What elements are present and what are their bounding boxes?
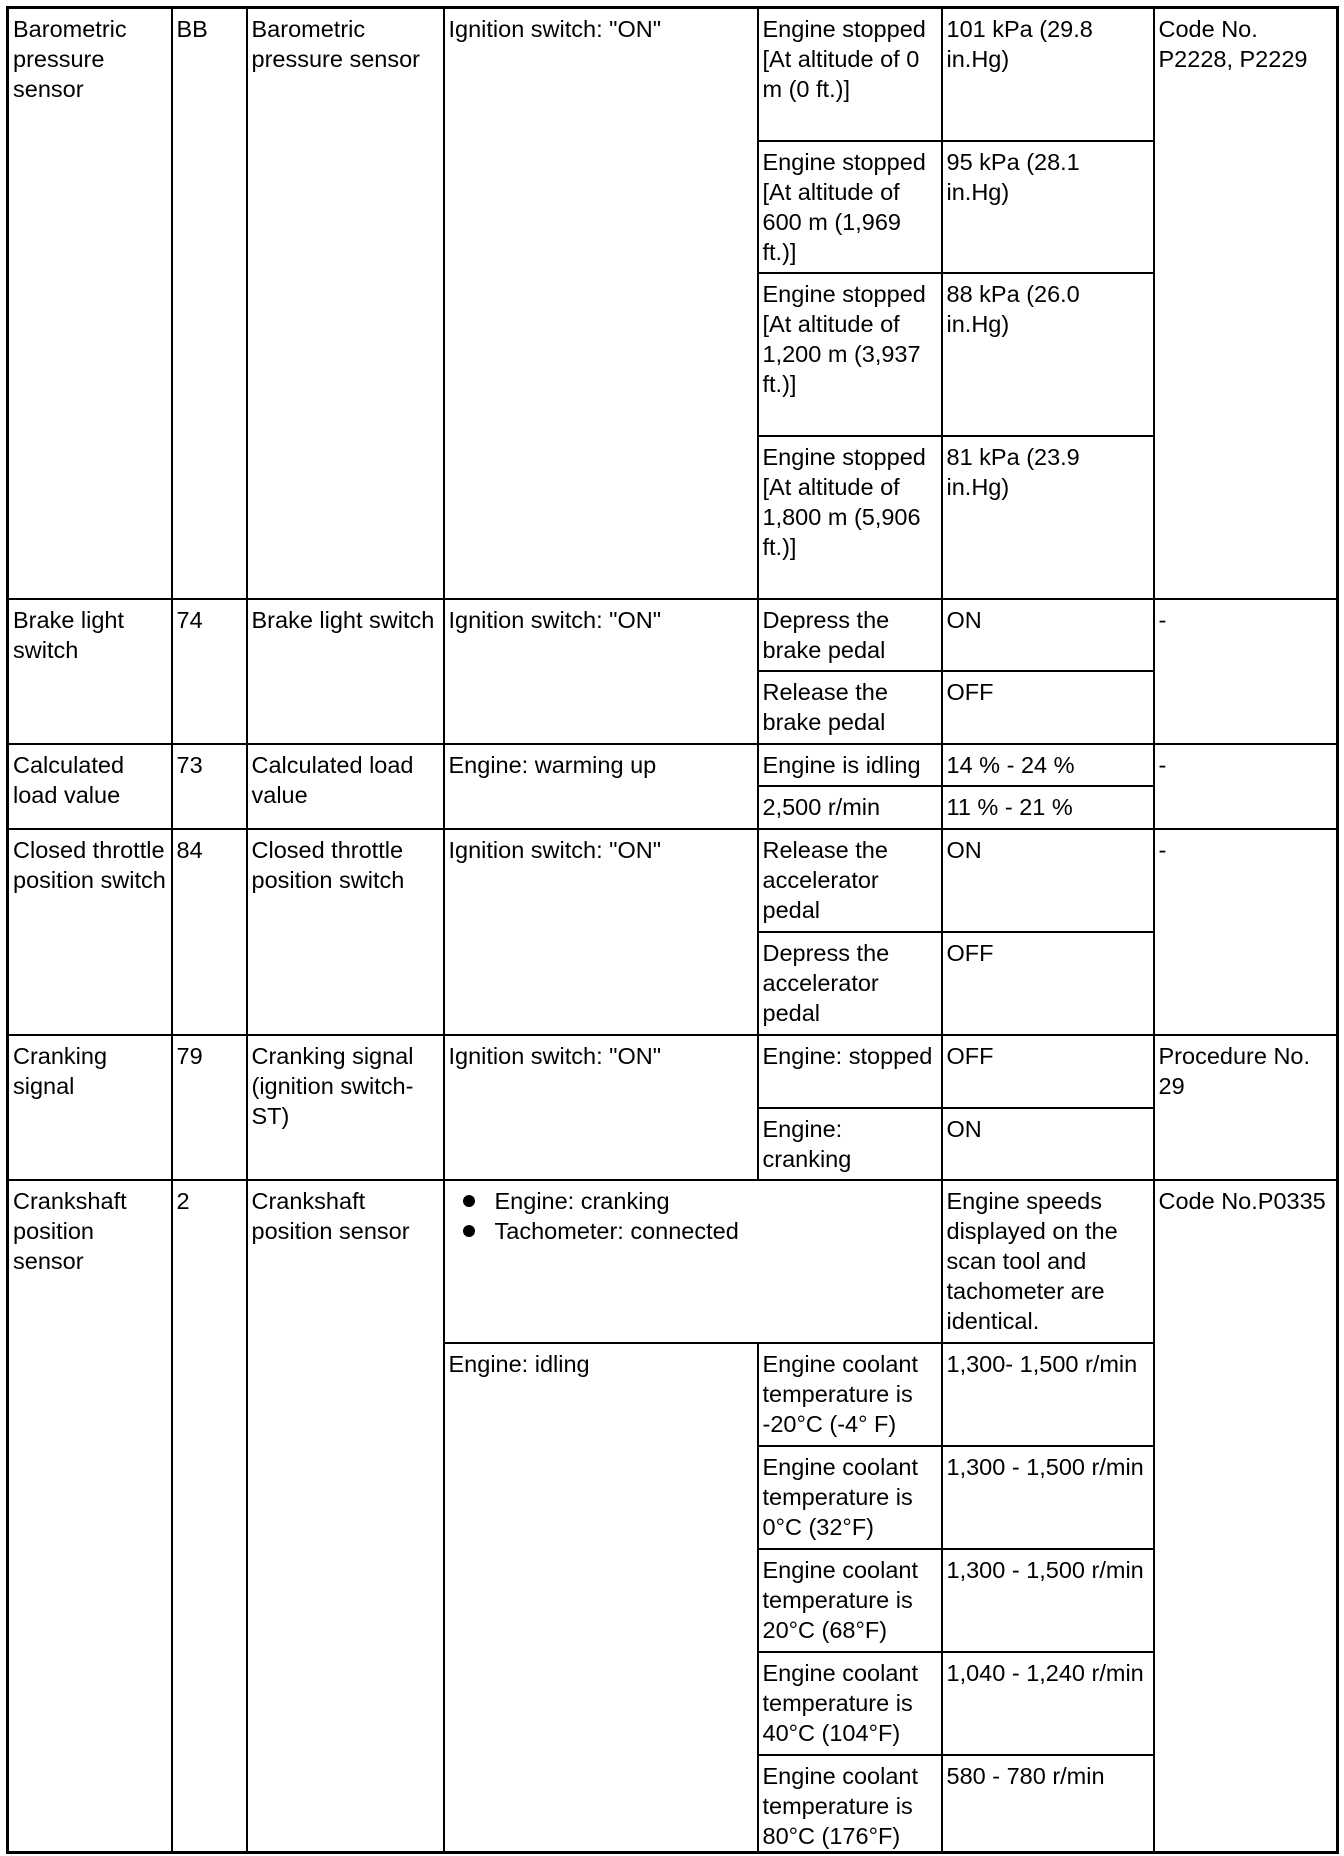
item-cell: Closed throttle position switch	[8, 829, 172, 1035]
value-cell: 81 kPa (23.9 in.Hg)	[942, 436, 1154, 599]
name-cell: Calculated load value	[247, 744, 444, 829]
value-cell: 1,040 - 1,240 r/min	[942, 1652, 1154, 1755]
value-cell: 580 - 780 r/min	[942, 1755, 1154, 1853]
reference-cell: Code No. P2228, P2229	[1154, 8, 1338, 599]
pin-cell: 74	[172, 599, 247, 744]
bullet-icon	[463, 1195, 475, 1207]
name-cell: Closed throttle position switch	[247, 829, 444, 1035]
table-row	[8, 744, 1338, 786]
state-cell: 2,500 r/min	[758, 786, 942, 829]
name-cell: Brake light switch	[247, 599, 444, 744]
item-cell: Cranking signal	[8, 1035, 172, 1180]
value-cell: 101 kPa (29.8 in.Hg)	[942, 8, 1154, 141]
condition-cell: Ignition switch: "ON"	[444, 8, 758, 599]
table-row	[8, 1035, 1338, 1108]
condition-cell: Engine: idling	[444, 1343, 758, 1853]
pin-cell: BB	[172, 8, 247, 599]
value-cell: 88 kPa (26.0 in.Hg)	[942, 273, 1154, 436]
value-cell: ON	[942, 829, 1154, 932]
table-row	[8, 8, 1338, 141]
value-cell: 1,300 - 1,500 r/min	[942, 1549, 1154, 1652]
value-cell: ON	[942, 599, 1154, 671]
item-cell: Barometric pressure sensor	[8, 8, 172, 599]
state-cell: Engine coolant temperature is 20°C (68°F)	[758, 1549, 942, 1652]
value-cell: OFF	[942, 671, 1154, 744]
condition-cell: Ignition switch: "ON"	[444, 829, 758, 1035]
table-row	[8, 1180, 1338, 1343]
value-cell: 11 % - 21 %	[942, 786, 1154, 829]
value-cell: 1,300 - 1,500 r/min	[942, 1446, 1154, 1549]
state-cell: Engine stopped [At altitude of 1,200 m (3,937 ft.)]	[758, 273, 942, 436]
state-cell: Engine: stopped	[758, 1035, 942, 1108]
item-cell: Brake light switch	[8, 599, 172, 744]
item-cell: Calculated load value	[8, 744, 172, 829]
state-cell: Depress the accelerator pedal	[758, 932, 942, 1035]
state-cell: Engine: cranking	[758, 1108, 942, 1180]
value-cell: 1,300- 1,500 r/min	[942, 1343, 1154, 1446]
reference-cell: Procedure No. 29	[1154, 1035, 1338, 1180]
state-cell: Release the accelerator pedal	[758, 829, 942, 932]
state-cell: Engine is idling	[758, 744, 942, 786]
table-row	[8, 599, 1338, 671]
value-cell: OFF	[942, 932, 1154, 1035]
pin-cell: 73	[172, 744, 247, 829]
table-row	[8, 829, 1338, 932]
reference-cell: -	[1154, 744, 1338, 829]
value-cell: 14 % - 24 %	[942, 744, 1154, 786]
state-cell: Engine coolant temperature is 40°C (104°F)	[758, 1652, 942, 1755]
pin-cell: 84	[172, 829, 247, 1035]
state-cell: Engine coolant temperature is 0°C (32°F)	[758, 1446, 942, 1549]
state-cell: Engine stopped [At altitude of 0 m (0 ft.)]	[758, 8, 942, 141]
condition-cell: Engine: warming up	[444, 744, 758, 829]
reference-cell: Code No.P0335	[1154, 1180, 1338, 1853]
list-item: Tachometer: connected	[463, 1216, 937, 1246]
state-cell: Release the brake pedal	[758, 671, 942, 744]
value-cell: 95 kPa (28.1 in.Hg)	[942, 141, 1154, 273]
pin-cell: 79	[172, 1035, 247, 1180]
inspection-table	[6, 6, 1339, 1854]
state-cell: Engine coolant temperature is 80°C (176°F)	[758, 1755, 942, 1853]
bullet-condition-cell	[444, 1180, 942, 1343]
state-cell: Engine stopped [At altitude of 600 m (1,969 ft.)]	[758, 141, 942, 273]
state-cell: Engine coolant temperature is -20°C (-4° F)	[758, 1343, 942, 1446]
bullet-icon	[463, 1225, 475, 1237]
condition-cell: Ignition switch: "ON"	[444, 1035, 758, 1180]
item-cell: Crankshaft position sensor	[8, 1180, 172, 1853]
name-cell: Cranking signal (ignition switch-ST)	[247, 1035, 444, 1180]
value-cell: ON	[942, 1108, 1154, 1180]
value-cell: Engine speeds displayed on the scan tool and tachometer are identical.	[942, 1180, 1154, 1343]
name-cell: Crankshaft position sensor	[247, 1180, 444, 1853]
reference-cell: -	[1154, 599, 1338, 744]
name-cell: Barometric pressure sensor	[247, 8, 444, 599]
condition-cell: Ignition switch: "ON"	[444, 599, 758, 744]
condition-list	[449, 1186, 937, 1246]
state-cell: Depress the brake pedal	[758, 599, 942, 671]
value-cell: OFF	[942, 1035, 1154, 1108]
state-cell: Engine stopped [At altitude of 1,800 m (5,906 ft.)]	[758, 436, 942, 599]
pin-cell: 2	[172, 1180, 247, 1853]
list-item: Engine: cranking	[463, 1186, 937, 1216]
reference-cell: -	[1154, 829, 1338, 1035]
